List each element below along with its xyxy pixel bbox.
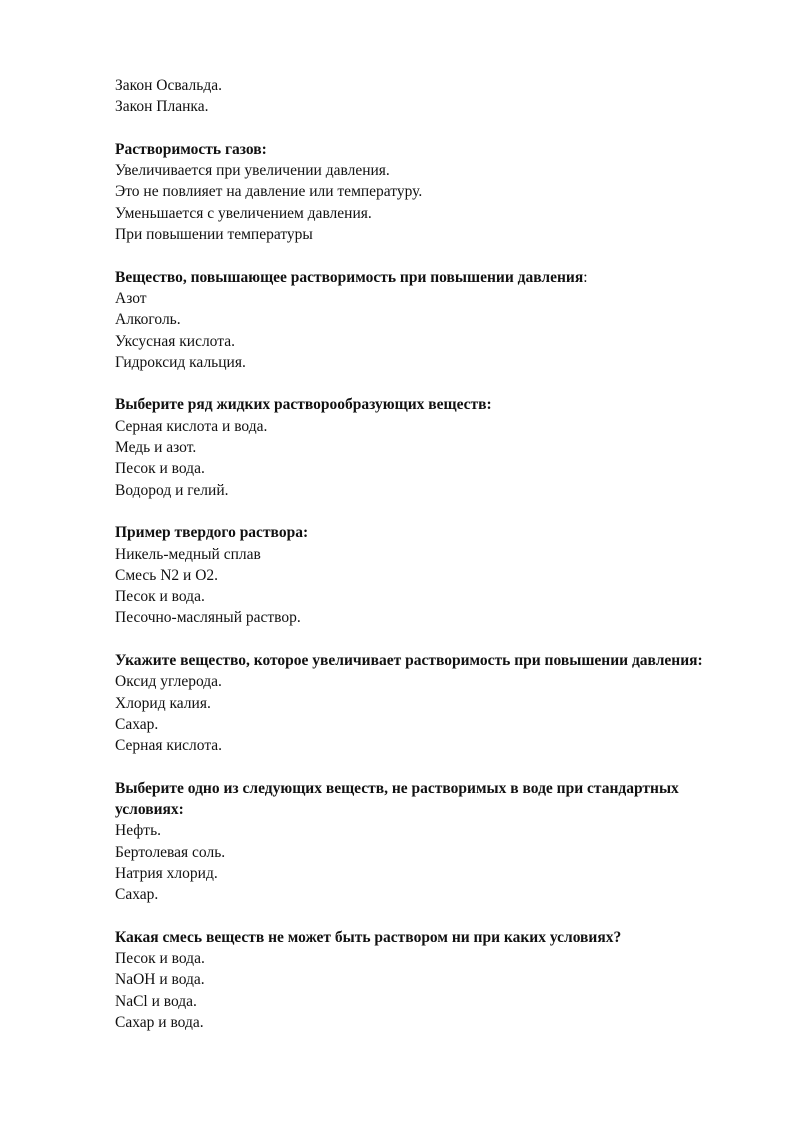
answer-option: Сахар. (115, 886, 159, 904)
question-block (115, 927, 755, 1033)
answer-option: Песочно-масляный раствор. (115, 609, 301, 627)
question-title (115, 267, 755, 288)
question-title: Пример твердого раствора: (115, 524, 309, 542)
question-title-colon: : (583, 268, 588, 286)
answer-option: Серная кислота. (115, 737, 223, 755)
answer-option: Нефть. (115, 822, 162, 840)
answer-option: Бертолевая соль. (115, 843, 226, 861)
question-title: Растворимость газов: (115, 140, 267, 158)
answer-option: Сахар. (115, 715, 159, 733)
answer-option: Азот (115, 289, 147, 307)
answer-option: Уменьшается с увеличением давления. (115, 204, 372, 222)
answer-option: NaCl и вода. (115, 992, 197, 1010)
answer-option: Серная кислота и вода. (115, 417, 268, 435)
answer-option: Хлорид калия. (115, 694, 211, 712)
answer-option: Увеличивается при увеличении давления. (115, 162, 390, 180)
answer-option: При повышении температуры (115, 226, 313, 244)
answer-option: Уксусная кислота. (115, 332, 235, 350)
question-block (115, 650, 755, 756)
answer-option: Никель-медный сплав (115, 545, 261, 563)
question-block (115, 394, 755, 500)
question-title: Выберите одно из следующих веществ, не растворимых в воде при стандартных условиях: (115, 779, 679, 819)
intro-line: Закон Планка. (115, 98, 209, 116)
question-block (115, 267, 755, 373)
answer-option: NaOH и вода. (115, 971, 205, 989)
intro-line: Закон Освальда. (115, 77, 222, 94)
question-title: Выберите ряд жидких растворообразующих веществ: (115, 396, 492, 414)
question-block (115, 522, 755, 628)
answer-option: Натрия хлорид. (115, 864, 218, 882)
question-title: Какая смесь веществ не может быть раствором ни при каких условиях? (115, 928, 622, 946)
document-page (115, 75, 755, 1055)
question-block (115, 139, 755, 245)
answer-option: Алкоголь. (115, 311, 181, 329)
answer-option: Оксид углерода. (115, 673, 222, 691)
answer-option: Сахар и вода. (115, 1014, 204, 1032)
answer-option: Песок и вода. (115, 950, 205, 968)
question-title: Укажите вещество, которое увеличивает растворимость при повышении давления: (115, 652, 703, 670)
answer-option: Смесь N2 и O2. (115, 566, 219, 584)
question-block (115, 778, 755, 906)
answer-option: Песок и вода. (115, 460, 205, 478)
answer-option: Это не повлияет на давление или температуру. (115, 183, 423, 201)
answer-option: Медь и азот. (115, 439, 197, 457)
answer-option: Водород и гелий. (115, 481, 229, 499)
answer-option: Гидроксид кальция. (115, 353, 246, 371)
intro-block (115, 75, 755, 118)
question-title-text: Вещество, повышающее растворимость при повышении давления (115, 268, 584, 286)
answer-option: Песок и вода. (115, 588, 205, 606)
